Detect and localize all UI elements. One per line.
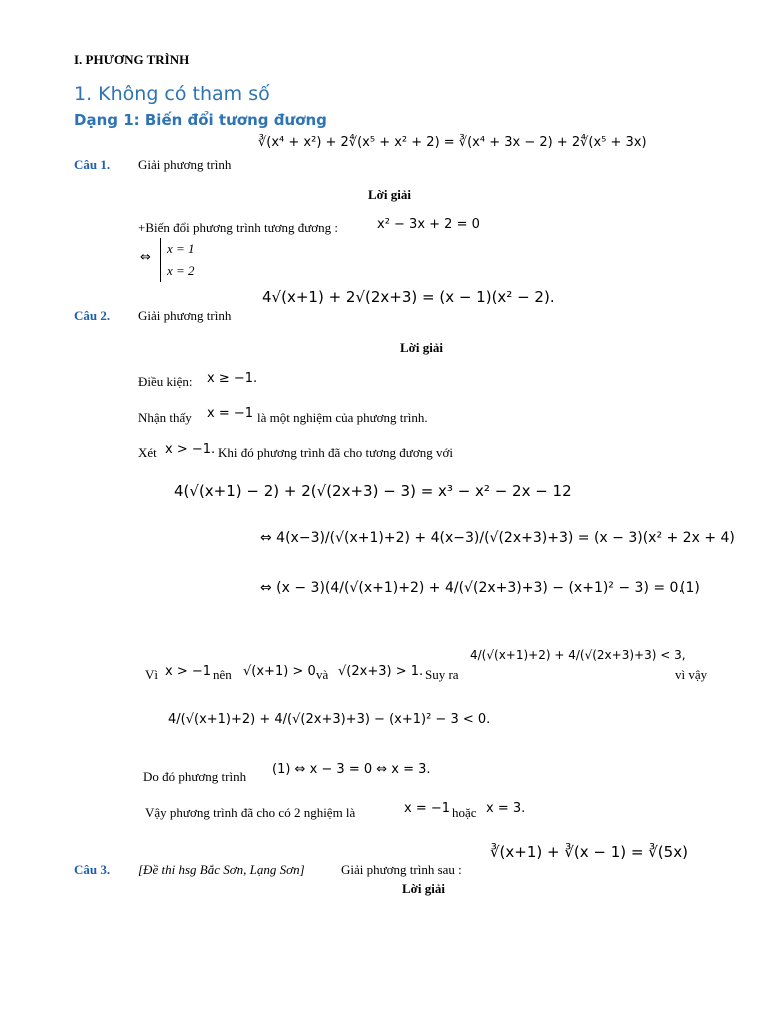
q2-or: hoặc bbox=[452, 805, 477, 820]
q2-ineq-2: √(2x+3) > 1. bbox=[338, 664, 424, 679]
q2-solution-2: x = 3. bbox=[486, 801, 526, 816]
q2-observe-label: Nhận thấy bbox=[138, 410, 192, 425]
q1-roots-system bbox=[160, 238, 195, 282]
q2-and: và bbox=[316, 667, 329, 682]
q3-label: Câu 3. bbox=[74, 862, 111, 877]
q2-since-cond: x > −1 bbox=[165, 664, 212, 679]
q2-observe-rest: là một nghiệm của phương trình. bbox=[257, 410, 428, 425]
q1-prompt: Giải phương trình bbox=[138, 157, 232, 172]
q2-condition: x ≥ −1. bbox=[207, 371, 258, 386]
q2-ineq-3: 4/(√(x+1)+2) + 4/(√(2x+3)+3) < 3, bbox=[470, 648, 686, 662]
heading-level-1: 1. Không có tham số bbox=[74, 83, 270, 105]
q3-equation: ∛(x+1) + ∛(x − 1) = ∛(5x) bbox=[490, 843, 688, 861]
q2-solution-title: Lời giải bbox=[400, 340, 443, 355]
section-title: I. PHƯƠNG TRÌNH bbox=[74, 52, 190, 67]
q2-observe-value: x = −1 bbox=[207, 406, 254, 421]
q2-eq-a: 4(√(x+1) − 2) + 2(√(2x+3) − 3) = x³ − x² − 2x − 12 bbox=[174, 482, 572, 500]
q2-solution-1: x = −1 bbox=[404, 801, 451, 816]
q2-consider-value: x > −1. bbox=[165, 442, 216, 457]
q2-ineq-4: 4/(√(x+1)+2) + 4/(√(2x+3)+3) − (x+1)² − 3 < 0. bbox=[168, 712, 491, 727]
q1-root-2: x = 2 bbox=[167, 263, 195, 278]
q2-since: Vì bbox=[145, 667, 158, 682]
q2-hence-text: Do đó phương trình bbox=[143, 769, 247, 784]
q2-eq-c: ⇔ (x − 3)(4/(√(x+1)+2) + 4/(√(2x+3)+3) − (x+1)² − 3) = 0. bbox=[260, 580, 683, 596]
q2-hence-equation: (1) ⇔ x − 3 = 0 ⇔ x = 3. bbox=[272, 762, 431, 777]
q2-therefore: vì vậy bbox=[675, 667, 708, 682]
q3-source: [Đề thi hsg Bắc Sơn, Lạng Sơn] bbox=[138, 862, 305, 877]
q3-solution-title: Lời giải bbox=[402, 881, 445, 896]
q2-consider-rest: Khi đó phương trình đã cho tương đương với bbox=[218, 445, 453, 460]
q2-prompt: Giải phương trình bbox=[138, 308, 232, 323]
q1-equiv-symbol: ⇔ bbox=[140, 250, 151, 265]
q2-equation: 4√(x+1) + 2√(2x+3) = (x − 1)(x² − 2). bbox=[262, 288, 555, 306]
q2-deduce: Suy ra bbox=[425, 667, 459, 682]
q1-solution-title: Lời giải bbox=[368, 187, 411, 202]
q2-ineq-1: √(x+1) > 0 bbox=[243, 664, 316, 679]
q1-step1-text: +Biến đổi phương trình tương đương : bbox=[138, 220, 339, 235]
q2-condition-label: Điều kiện: bbox=[138, 374, 193, 389]
q1-step1-equation: x² − 3x + 2 = 0 bbox=[377, 217, 480, 232]
q1-equation: ∛(x⁴ + x²) + 2∜(x⁵ + x² + 2) = ∛(x⁴ + 3x − 2) + 2∜(x⁵ + 3x) bbox=[258, 135, 647, 150]
q1-label: Câu 1. bbox=[74, 157, 111, 172]
q2-then: nên bbox=[213, 667, 232, 682]
q3-prompt: Giải phương trình sau : bbox=[341, 862, 462, 877]
heading-level-2: Dạng 1: Biến đổi tương đương bbox=[74, 111, 327, 129]
q2-consider-label: Xét bbox=[138, 445, 157, 460]
q2-eq-c-tag: (1) bbox=[680, 580, 700, 596]
q2-label: Câu 2. bbox=[74, 308, 111, 323]
q1-root-1: x = 1 bbox=[167, 241, 195, 256]
q2-conclusion-text: Vậy phương trình đã cho có 2 nghiệm là bbox=[145, 805, 356, 820]
q2-eq-b: ⇔ 4(x−3)/(√(x+1)+2) + 4(x−3)/(√(2x+3)+3) = (x − 3)(x² + 2x + 4) bbox=[260, 530, 735, 546]
